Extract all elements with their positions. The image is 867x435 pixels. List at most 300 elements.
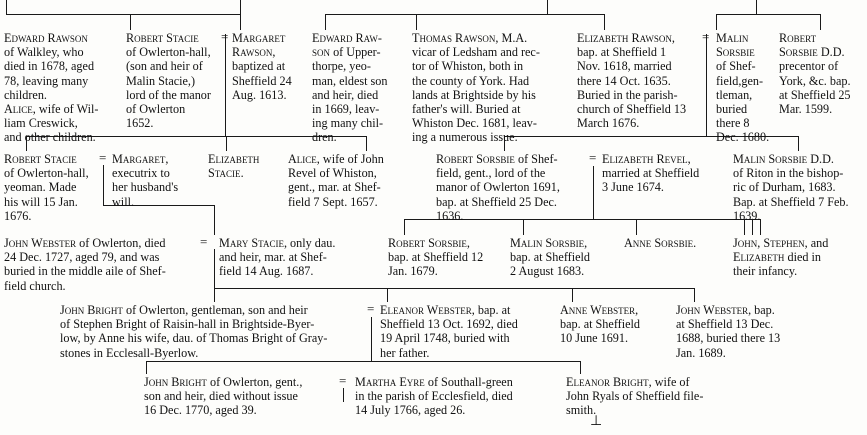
person-malin-sorsbie-3 — [510, 236, 590, 279]
entry-text: dren. — [312, 130, 337, 145]
entry-text: 1676. — [4, 208, 32, 223]
person-name: Mary Stacie — [219, 236, 284, 250]
entry-line — [436, 152, 560, 166]
entry-text: in the parish of Ecclesfield, died — [355, 389, 513, 404]
entry-line — [510, 236, 590, 250]
entry-line — [560, 317, 640, 331]
person-name: Stephen — [763, 236, 805, 250]
entry-text: there 8 — [716, 116, 750, 131]
person-name: Thomas Rawson — [412, 31, 496, 45]
entry-line — [436, 195, 560, 209]
entry-text: 1652. — [126, 116, 154, 131]
entry-text: , — [635, 303, 639, 317]
person-name: John Bright — [60, 303, 123, 317]
entry-line — [577, 116, 686, 130]
entry-text: the county of York. Had — [412, 73, 530, 88]
person-name: Eleanor Bright — [566, 375, 649, 389]
entry-text: will. — [112, 194, 135, 209]
entry-text: church of Sheffield 13 — [577, 102, 687, 117]
person-name: Edward Raw- — [312, 31, 382, 45]
entry-line — [716, 74, 769, 88]
entry-text: 1688, buried there 13 — [676, 331, 781, 346]
entry-line — [602, 166, 699, 180]
entry-line — [560, 303, 640, 317]
entry-line — [779, 31, 851, 45]
entry-text: bap. at Sheffield 12 — [388, 250, 484, 265]
entry-line — [733, 236, 828, 250]
entry-text: , wife of Wil- — [32, 102, 99, 117]
entry-line — [126, 88, 211, 102]
entry-line — [412, 74, 540, 88]
entry-text: children. — [4, 87, 47, 102]
entry-text: in 1669, leav- — [312, 102, 380, 117]
entry-line — [312, 88, 387, 102]
entry-text: Jan. 1689. — [676, 345, 726, 360]
entry-text: . — [693, 236, 697, 250]
entry-line — [733, 195, 849, 209]
person-name: Elizabeth — [208, 152, 260, 166]
entry-text: 2 August 1683. — [510, 264, 585, 279]
entry-text: , bap. — [748, 303, 775, 317]
entry-line — [112, 195, 178, 209]
entry-line — [577, 59, 686, 73]
entry-line — [412, 130, 540, 144]
entry-text: of Owlerton-hall, — [126, 45, 211, 60]
entry-text: her father. — [380, 345, 430, 360]
person-name: Alice — [288, 152, 317, 166]
person-eleanor-webster — [380, 303, 518, 360]
entry-text: and other children. — [4, 130, 96, 145]
entry-line — [779, 102, 851, 116]
person-name: Edward Rawson — [4, 31, 88, 45]
entry-text: Nov. 1618, married — [577, 59, 672, 74]
entry-line — [232, 59, 292, 73]
entry-line — [60, 317, 327, 331]
entry-text: smith. — [566, 403, 597, 418]
entry-text: Malin Stacie,) — [126, 73, 196, 88]
person-thomas-rawson — [412, 31, 540, 145]
entry-text: Aug. 1613. — [232, 87, 287, 102]
entry-line — [312, 116, 387, 130]
entry-line — [676, 303, 780, 317]
entry-line — [566, 403, 703, 417]
entry-text: of Shef- — [514, 152, 558, 166]
entry-line — [412, 116, 540, 130]
entry-text: , bap. at — [471, 303, 511, 317]
entry-line — [126, 116, 211, 130]
entry-line — [355, 403, 513, 417]
entry-text: 14 July 1766, aged 26. — [355, 403, 466, 418]
entry-text: died in — [784, 250, 821, 265]
entry-line — [602, 180, 699, 194]
person-name: son — [312, 45, 331, 60]
entry-line — [4, 209, 89, 223]
entry-text: bap. at Sheffield — [560, 317, 640, 332]
entry-text: of Shef- — [716, 59, 756, 74]
entry-line — [312, 74, 387, 88]
person-name: Alice — [4, 102, 33, 117]
entry-line — [312, 31, 387, 45]
entry-text: 78, leaving many — [4, 73, 89, 88]
entry-line — [4, 31, 98, 45]
marriage-sign: = — [99, 150, 107, 165]
entry-line — [232, 88, 292, 102]
person-alice-revel — [288, 152, 384, 209]
entry-text: died in 1678, aged — [4, 59, 95, 74]
person-edward-rawson-upperthorpe — [312, 31, 387, 145]
person-name: Malin — [716, 31, 749, 45]
entry-text: D.D. — [807, 152, 834, 166]
person-john-bright-2 — [144, 375, 302, 418]
entry-text: ing a numerous issue. — [412, 130, 518, 145]
person-anne-sorsbie — [624, 236, 696, 250]
entry-text: buried in the middle aile of Shef- — [4, 264, 166, 279]
entry-text: field church. — [4, 278, 66, 293]
entry-text: March 1676. — [577, 116, 640, 131]
entry-text: bap. at Sheffield 1 — [577, 45, 667, 60]
entry-line — [566, 389, 703, 403]
person-malin-sorsbie-1 — [716, 31, 769, 145]
entry-line — [779, 88, 851, 102]
entry-line — [577, 74, 686, 88]
person-name: Stacie — [208, 166, 241, 181]
entry-text: man, eldest son — [312, 73, 388, 88]
entry-text: married at Sheffield — [602, 166, 700, 181]
person-name: Robert Sorsbie — [388, 236, 467, 250]
person-robert-stacie-1 — [126, 31, 211, 130]
person-name: Sorsbie — [779, 45, 818, 60]
entry-text: Bap. at Sheffield 7 Feb. — [733, 194, 849, 209]
entry-text: bap. at Sheffield 25 Dec. — [436, 194, 557, 209]
entry-line — [60, 346, 327, 360]
entry-line — [232, 31, 292, 45]
entry-line — [779, 45, 851, 59]
entry-line — [144, 389, 302, 403]
entry-text: his will 15 Jan. — [4, 194, 78, 209]
entry-line — [676, 346, 780, 360]
entry-line — [716, 130, 769, 144]
entry-line — [412, 88, 540, 102]
person-name: John — [733, 236, 758, 250]
person-robert-sorsbie-dd — [779, 31, 851, 116]
person-name: Martha Eyre — [355, 375, 425, 389]
entry-line — [126, 45, 211, 59]
person-john-bright-1 — [60, 303, 327, 360]
entry-line — [288, 195, 384, 209]
entry-line — [412, 31, 540, 45]
entry-line — [126, 74, 211, 88]
entry-text: tor of Whiston, both in — [412, 59, 524, 74]
entry-text: Buried in the parish- — [577, 87, 678, 102]
entry-text: ric of Durham, 1683. — [733, 180, 836, 195]
entry-line — [4, 195, 89, 209]
person-anne-webster — [560, 303, 640, 346]
person-john-stephen-elizabeth — [733, 236, 828, 279]
person-elizabeth-stacie — [208, 152, 259, 180]
entry-line — [733, 180, 849, 194]
entry-line — [779, 59, 851, 73]
entry-text: manor of Owlerton 1691, — [436, 180, 560, 195]
entry-line — [112, 166, 178, 180]
person-name: Elizabeth Rawson — [577, 31, 672, 45]
entry-line — [219, 264, 335, 278]
entry-text: and heir, mar. at Shef- — [219, 250, 327, 265]
entry-line — [312, 130, 387, 144]
entry-line — [380, 317, 518, 331]
person-name: John Bright — [144, 375, 207, 389]
entry-line — [60, 303, 327, 317]
person-name: John Webster — [4, 236, 77, 250]
entry-text: . — [240, 166, 244, 181]
person-name: Elizabeth Revel — [602, 152, 688, 166]
marriage-sign: = — [200, 234, 208, 249]
entry-text: Sheffield 24 — [232, 73, 292, 88]
entry-line — [380, 331, 518, 345]
person-name: Malin Sorsbie — [733, 152, 808, 166]
entry-text: baptized at — [232, 59, 286, 74]
entry-text: D.D. — [817, 45, 845, 60]
person-elizabeth-rawson — [577, 31, 686, 130]
entry-text: , — [466, 236, 470, 250]
person-name: Margaret — [232, 31, 286, 45]
entry-text: field 14 Aug. 1687. — [219, 264, 314, 279]
entry-text: of Owlerton — [126, 102, 186, 117]
entry-text: of Owlerton-hall, — [4, 166, 89, 181]
entry-line — [288, 152, 384, 166]
entry-line — [4, 250, 166, 264]
entry-line — [208, 166, 259, 180]
entry-line — [716, 59, 769, 73]
entry-text: liam Creswick, — [4, 116, 78, 131]
entry-line — [4, 102, 98, 116]
entry-line — [112, 180, 178, 194]
entry-line — [436, 166, 560, 180]
entry-text: yeoman. Made — [4, 180, 77, 195]
entry-text: 3 June 1674. — [602, 180, 664, 195]
person-name: Robert — [779, 31, 817, 45]
entry-text: of Riton in the bishop- — [733, 166, 844, 181]
entry-text: , — [165, 152, 169, 166]
entry-line — [566, 375, 703, 389]
entry-text: tleman, — [716, 87, 753, 102]
entry-line — [355, 389, 513, 403]
person-name: Robert Stacie — [4, 152, 77, 166]
entry-text: father's will. Buried at — [412, 102, 521, 117]
person-eleanor-bright — [566, 375, 703, 418]
entry-text: 10 June 1691. — [560, 331, 629, 346]
entry-line — [412, 102, 540, 116]
person-robert-sorsbie-2 — [436, 152, 560, 223]
entry-text: Mar. 1599. — [779, 102, 833, 117]
entry-text: Jan. 1679. — [388, 264, 438, 279]
entry-line — [733, 264, 828, 278]
entry-line — [312, 102, 387, 116]
entry-line — [577, 45, 686, 59]
person-name: Anne Webster — [560, 303, 636, 317]
entry-line — [676, 331, 780, 345]
entry-line — [4, 279, 166, 293]
marriage-sign: = — [589, 150, 597, 165]
person-name: Malin Sorsbie — [510, 236, 585, 250]
entry-line — [412, 45, 540, 59]
entry-line — [733, 250, 828, 264]
entry-line — [4, 130, 98, 144]
entry-text: bap. at Sheffield — [510, 250, 590, 265]
entry-line — [232, 74, 292, 88]
entry-text: 16 Dec. 1770, aged 39. — [144, 403, 257, 418]
entry-line — [219, 250, 335, 264]
entry-text: gent., mar. at Shef- — [288, 180, 381, 195]
marriage-sign: = — [702, 29, 710, 44]
entry-line — [126, 59, 211, 73]
entry-line — [4, 180, 89, 194]
entry-text: , — [757, 236, 764, 250]
entry-line — [733, 209, 849, 223]
entry-line — [716, 116, 769, 130]
entry-line — [733, 152, 849, 166]
entry-line — [577, 31, 686, 45]
entry-line — [4, 166, 89, 180]
entry-text: of Owlerton, died — [76, 236, 166, 250]
person-robert-sorsbie-3 — [388, 236, 483, 279]
entry-text: 24 Dec. 1727, aged 79, and was — [4, 250, 160, 265]
entry-line — [126, 102, 211, 116]
entry-line — [716, 102, 769, 116]
entry-line — [355, 375, 513, 389]
entry-text: there 14 Oct. 1635. — [577, 73, 671, 88]
person-name: John Webster — [676, 303, 749, 317]
entry-line — [779, 74, 851, 88]
entry-text: , only dau. — [283, 236, 336, 250]
entry-line — [716, 88, 769, 102]
entry-text: field 7 Sept. 1657. — [288, 194, 378, 209]
entry-text: buried — [716, 102, 748, 117]
person-margaret-rawson — [232, 31, 292, 102]
entry-line — [733, 166, 849, 180]
entry-text: 19 April 1748, buried with — [380, 331, 510, 346]
entry-text: John Ryals of Sheffield file- — [566, 389, 704, 404]
person-john-webster-1 — [4, 236, 166, 293]
entry-line — [388, 250, 483, 264]
entry-line — [288, 166, 384, 180]
entry-text: , — [671, 31, 675, 45]
entry-line — [560, 331, 640, 345]
marriage-sign: = — [339, 373, 347, 388]
entry-text: thorpe, yeo- — [312, 59, 371, 74]
entry-text: low, by Anne his wife, dau. of Thomas Bright of Gray- — [60, 331, 328, 346]
entry-line — [380, 303, 518, 317]
person-name: Sorsbie — [716, 45, 755, 60]
person-robert-stacie-2 — [4, 152, 89, 223]
person-malin-sorsbie-dd — [733, 152, 849, 223]
entry-text: of Upper- — [330, 45, 381, 60]
person-edward-rawson-walkley — [4, 31, 98, 145]
entry-text: lands at Brightside by his — [412, 87, 536, 102]
entry-line — [126, 31, 211, 45]
person-martha-eyre — [355, 375, 513, 418]
entry-text: 1636. — [436, 208, 464, 223]
entry-line — [232, 45, 292, 59]
entry-line — [624, 236, 696, 250]
entry-text: , wife of John — [316, 152, 384, 166]
entry-line — [4, 59, 98, 73]
entry-line — [208, 152, 259, 166]
entry-text: precentor of — [779, 59, 839, 74]
person-elizabeth-revel — [602, 152, 699, 195]
entry-text: of Owlerton, gentleman, son and heir — [122, 303, 308, 317]
entry-line — [602, 152, 699, 166]
entry-text: York, &c. bap. — [779, 73, 851, 88]
entry-text: their infancy. — [733, 264, 798, 279]
entry-text: Sheffield 13 Oct. 1692, died — [380, 317, 518, 332]
entry-line — [577, 102, 686, 116]
entry-text: her husband's — [112, 180, 179, 195]
entry-text: field, gent., lord of the — [436, 166, 546, 181]
entry-line — [412, 59, 540, 73]
person-name: Elizabeth — [733, 250, 785, 265]
entry-line — [4, 152, 89, 166]
entry-text: vicar of Ledsham and rec- — [412, 45, 540, 60]
entry-text: Whiston Dec. 1681, leav- — [412, 116, 537, 131]
entry-line — [716, 45, 769, 59]
entry-line — [380, 346, 518, 360]
entry-line — [60, 331, 327, 345]
entry-text: lord of the manor — [126, 87, 211, 102]
entry-text: , — [687, 152, 691, 166]
entry-line — [676, 317, 780, 331]
entry-line — [144, 375, 302, 389]
marriage-sign: = — [221, 29, 229, 44]
entry-text: of Owlerton, gent., — [206, 375, 303, 389]
entry-line — [112, 152, 178, 166]
entry-text: and heir, died — [312, 87, 379, 102]
entry-line — [716, 31, 769, 45]
entry-text: at Sheffield 13 Dec. — [676, 317, 774, 332]
entry-text: Dec. 1680. — [716, 130, 770, 145]
entry-line — [219, 236, 335, 250]
person-name: Eleanor Webster — [380, 303, 472, 317]
entry-line — [510, 264, 590, 278]
person-name: Anne Sorsbie — [624, 236, 694, 250]
entry-text: stones in Ecclesall-Byerlow. — [60, 345, 199, 360]
person-john-webster-2 — [676, 303, 780, 360]
entry-text: of Stephen Bright of Raisin-hall in Brightside-Byer- — [60, 317, 315, 332]
person-name: Robert Sorsbie — [436, 152, 515, 166]
entry-text: Revel of Whiston, — [288, 166, 377, 181]
entry-text: field,gen- — [716, 73, 764, 88]
entry-text: , — [272, 45, 276, 60]
person-name: Rawson — [232, 45, 273, 60]
entry-line — [388, 236, 483, 250]
entry-line — [388, 264, 483, 278]
entry-line — [4, 236, 166, 250]
entry-text: at Sheffield 25 — [779, 87, 851, 102]
entry-line — [312, 59, 387, 73]
entry-text: son and heir, died without issue — [144, 389, 298, 404]
entry-line — [4, 45, 98, 59]
entry-text: (son and heir of — [126, 59, 203, 74]
person-margaret-executrix — [112, 152, 178, 209]
entry-line — [312, 45, 387, 59]
person-name: Robert Stacie — [126, 31, 199, 45]
entry-line — [4, 116, 98, 130]
marriage-sign: = — [367, 301, 375, 316]
entry-line — [436, 209, 560, 223]
entry-text: , M.A. — [495, 31, 528, 45]
entry-text: , — [584, 236, 588, 250]
entry-text: , and — [804, 236, 829, 250]
entry-line — [4, 88, 98, 102]
